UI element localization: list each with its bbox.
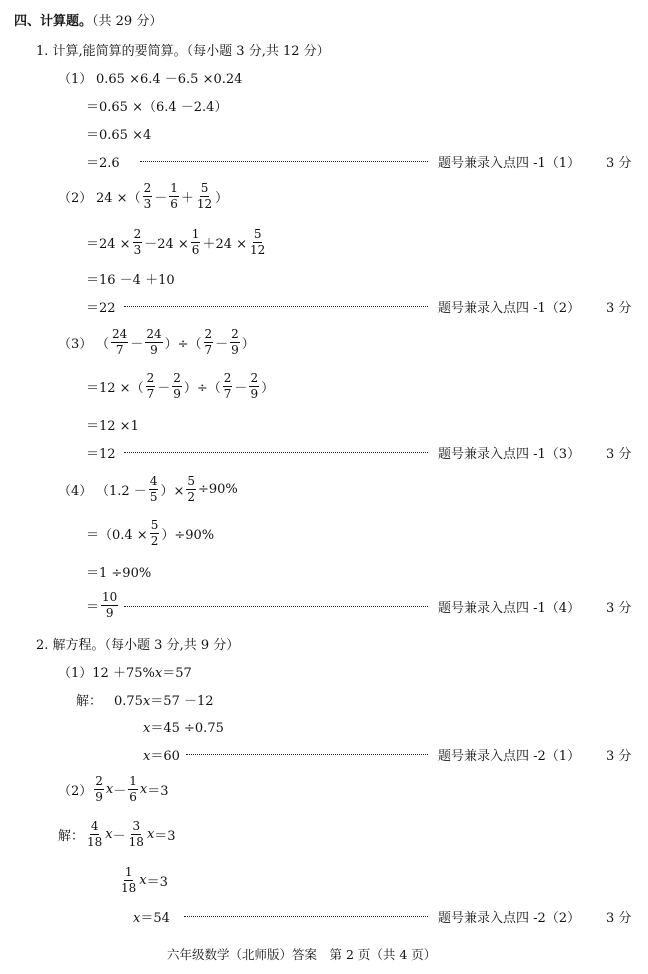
q1-p4-result: ＝ $\frac{10}{9}$ — [86, 589, 118, 620]
q1-p2-step2: ＝16 －4 ＋10 — [86, 273, 175, 288]
q1-p3-label: （3） — [58, 337, 93, 352]
section-score: （共 29 分） — [92, 14, 163, 29]
dotted-leader — [124, 606, 428, 607]
q2-p1-solve-label: 解： — [76, 694, 103, 709]
score-points: 3 分 — [606, 601, 632, 616]
section-title: 四、计算题。 — [14, 14, 93, 29]
q2-p2-result: x＝54 — [133, 911, 170, 926]
q1-p3-step1: ＝12 ×（ $\frac{2}{7}$ － $\frac{2}{9}$ ）÷（ $\frac{2}{7}$ － $\frac{2}{9}$ ） — [86, 370, 275, 401]
page-footer: 六年级数学（北师版）答案 第 2 页（共 4 页） — [167, 947, 437, 962]
q1-p3-expr: （ $\frac{24}{7}$ － $\frac{24}{9}$ ）÷（ $\frac{2}{7}$ － $\frac{2}{9}$ ） — [96, 326, 255, 357]
q1-p1-expr: 0.65 ×6.4 －6.5 ×0.24 — [96, 72, 243, 87]
q1-p1-result: ＝2.6 — [86, 156, 120, 171]
q2-p1-step2: x＝45 ÷0.75 — [143, 721, 224, 736]
q1-p3-result: ＝12 — [86, 447, 116, 462]
q2-p1-step1: 0.75x＝57 －12 — [114, 694, 214, 709]
q1-p3-step2: ＝12 ×1 — [86, 419, 139, 434]
q2-p2-step1: 解： $\frac{4}{18}$ x － $\frac{3}{18}$ x ＝3 — [58, 818, 176, 849]
q2-header: 2. 解方程。（每小题 3 分,共 9 分） — [36, 638, 240, 653]
score-tag: 题号兼录入点四 -2（1） — [438, 749, 581, 764]
q1-p1-step1: ＝0.65 ×（6.4 －2.4） — [86, 100, 228, 115]
score-tag: 题号兼录入点四 -1（4） — [438, 601, 581, 616]
q1-p1-step2: ＝0.65 ×4 — [86, 128, 152, 143]
score-points: 3 分 — [606, 911, 632, 926]
score-points: 3 分 — [606, 749, 632, 764]
q2-p2-equation: （2） $\frac{2}{9}$ x － $\frac{1}{6}$ x ＝3 — [58, 773, 169, 804]
dotted-leader — [140, 161, 428, 162]
q1-p2-step1: ＝24 × $\frac{2}{3}$ －24 × $\frac{1}{6}$ ＋24 × $\frac{5}{12}$ — [86, 226, 266, 257]
score-tag: 题号兼录入点四 -1（3） — [438, 447, 581, 462]
q1-p2-label: （2） — [58, 191, 93, 206]
dotted-leader — [124, 306, 428, 307]
score-tag: 题号兼录入点四 -2（2） — [438, 911, 581, 926]
q2-p1-equation: （1）12 ＋75%x＝57 — [58, 666, 192, 681]
score-tag: 题号兼录入点四 -1（2） — [438, 301, 581, 316]
q1-p4-label: （4） — [58, 484, 93, 499]
q2-p1-result: x＝60 — [143, 749, 180, 764]
dotted-leader — [186, 754, 428, 755]
q1-header: 1. 计算,能简算的要简算。（每小题 3 分,共 12 分） — [36, 44, 330, 59]
q1-p2-expr: 24 ×（ $\frac{2}{3}$ － $\frac{1}{6}$ ＋ $\frac{5}{12}$ ） — [96, 180, 229, 211]
q1-p4-step2: ＝1 ÷90% — [86, 566, 152, 581]
q1-p4-expr: （1.2 － $\frac{4}{5}$ ）× $\frac{5}{2}$ ÷90% — [96, 473, 238, 504]
dotted-leader — [184, 916, 428, 917]
q1-p1-label: （1） — [58, 72, 93, 87]
score-points: 3 分 — [606, 301, 632, 316]
score-points: 3 分 — [606, 156, 632, 171]
q2-p2-step2: $\frac{1}{18}$ x ＝3 — [121, 864, 168, 895]
section-heading — [14, 10, 162, 29]
dotted-leader — [124, 452, 428, 453]
q1-p2-result: ＝22 — [86, 301, 116, 316]
score-points: 3 分 — [606, 447, 632, 462]
score-tag: 题号兼录入点四 -1（1） — [438, 156, 581, 171]
q1-p4-step1: ＝（0.4 × $\frac{5}{2}$ ）÷90% — [86, 517, 215, 548]
